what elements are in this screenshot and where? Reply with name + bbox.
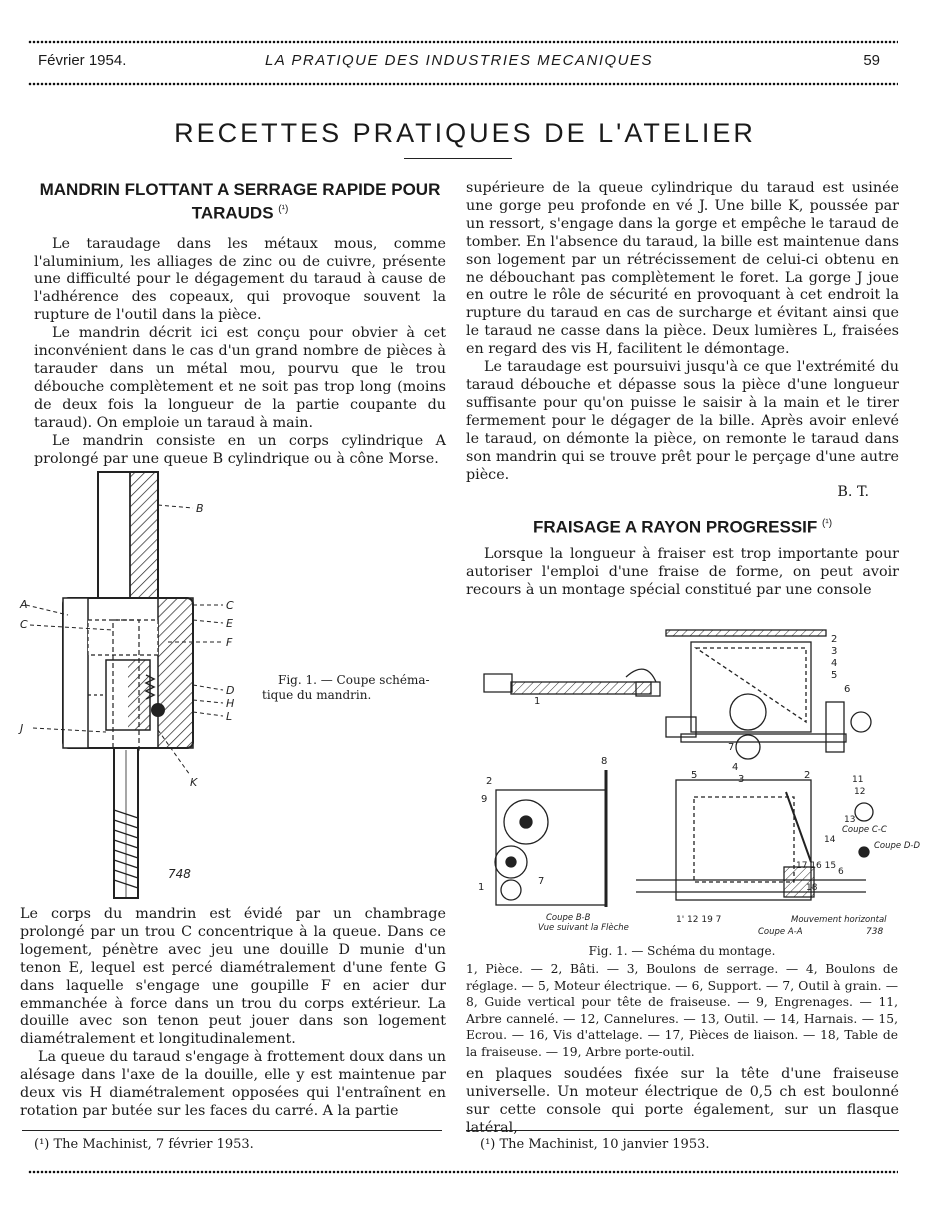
svg-text:18: 18 bbox=[806, 883, 818, 893]
fig1-label-f: F bbox=[226, 636, 233, 649]
milling-setup-figure bbox=[466, 622, 921, 940]
article2-title-text: FRAISAGE A RAYON PROGRESSIF bbox=[532, 517, 818, 537]
header-dotted-rule bbox=[28, 82, 898, 86]
svg-text:12: 12 bbox=[854, 787, 866, 797]
article1-title-text: MANDRIN FLOTTANT A SERRAGE RAPIDE POUR TARAUDS bbox=[39, 180, 441, 223]
fig1-caption-line1: Fig. 1. — Coupe schéma- bbox=[278, 673, 430, 687]
bottom-dotted-rule bbox=[28, 1170, 898, 1174]
svg-text:6: 6 bbox=[838, 867, 844, 877]
mandrel-figure bbox=[18, 470, 258, 905]
svg-text:3: 3 bbox=[738, 774, 745, 785]
fig1-label-k: K bbox=[190, 776, 198, 789]
svg-text:1: 1 bbox=[478, 882, 485, 893]
fig1-number: 748 bbox=[168, 867, 191, 881]
svg-text:7: 7 bbox=[728, 742, 735, 753]
top-dotted-rule bbox=[28, 40, 898, 44]
fig2-label-coupe-bb: Coupe B-B bbox=[546, 913, 591, 923]
fig2-number: 738 bbox=[866, 927, 884, 937]
fig2-label-coupe-aa: Coupe A-A bbox=[758, 927, 803, 937]
fig1-label-a: A bbox=[20, 598, 28, 611]
left-column-bottom bbox=[20, 906, 446, 1121]
fig1-caption bbox=[262, 673, 442, 703]
article1-paragraph-1: Le taraudage dans les métaux mous, comme l'aluminium, les alliages de zinc ou de cuivre, présente une difficulté pour le dégagement du taraud à cause de l'adhérence des copeaux, qui provoque souvent la rupture de l'outil dans la pièce. bbox=[34, 235, 446, 324]
svg-text:1: 1 bbox=[534, 696, 541, 707]
section-title: RECETTES PRATIQUES DE L'ATELIER bbox=[174, 118, 756, 148]
article1-paragraph-7: Le taraudage est poursuivi jusqu'à ce que l'extrémité du taraud débouche et dépasse sous la pièce d'une longueur suffisante pour qu'on puisse le saisir à la main et le tirer fermement pour le dégager de la bille. Après avoir enlevé le taraud, on démonte la pièce, on remonte le taraud dans son mandrin qui se trouve prêt pour le perçage d'une autre pièce. bbox=[466, 359, 899, 483]
fig1-label-j: J bbox=[20, 722, 24, 735]
svg-text:2: 2 bbox=[831, 634, 838, 645]
article1-paragraph-2: Le mandrin décrit ici est conçu pour obvier à cet inconvénient dans le cas d'un grand nombre de pièces à tarauder dans un métal mou, pourvu que le trou débouche complètement et ne soit pas trop long (moins de deux fois la longueur de la partie coupante du taraud). On emploie un taraud à main. bbox=[34, 325, 446, 431]
svg-text:5: 5 bbox=[691, 770, 698, 781]
article1-paragraph-6: supérieure de la queue cylindrique du taraud est usinée une gorge peu profonde en vé J. Une bille K, poussée par un ressort, s'engage dans la gorge et empêche le taraud de tomber. En l'absence du taraud, la bille est maintenue dans son logement par un rétrécissement de celui-ci obtenu en ne débouchant pas complètement le foret. La gorge J joue en outre le rôle de sécurité en provoquant à cet endroit la rupture du taraud en cas de surcharge et évitant ainsi que le taraud ne casse dans la pièce. Deux lumières L, fraisées en regard des vis H, facilitent le démontage. bbox=[466, 180, 899, 358]
svg-text:11: 11 bbox=[852, 775, 864, 785]
section-b-b bbox=[478, 756, 607, 907]
svg-text:5: 5 bbox=[831, 670, 838, 681]
right-column-top bbox=[466, 180, 899, 600]
article2-paragraph-1: Lorsque la longueur à fraiser est trop importante pour autoriser l'emploi d'une fraise de forme, on peut avoir recours à un montage spécial constitué par une console bbox=[466, 545, 899, 598]
svg-text:4: 4 bbox=[831, 658, 838, 669]
svg-text:14: 14 bbox=[824, 835, 836, 845]
article2-paragraph-2: en plaques soudées fixée sur la tête d'une fraiseuse universelle. Un moteur électrique de 0,5 ch est boulonné sur cette console qui porte également, sur un flasque latéral, bbox=[466, 1066, 899, 1136]
article1-paragraph-3: Le mandrin consiste en un corps cylindrique A prolongé par une queue B cylindrique ou à cône Morse. bbox=[34, 432, 446, 467]
svg-text:2: 2 bbox=[804, 770, 811, 781]
body-a bbox=[63, 598, 193, 748]
head-assembly bbox=[666, 630, 871, 759]
right-column-bottom bbox=[466, 1066, 899, 1138]
svg-text:6: 6 bbox=[844, 684, 851, 695]
article1-note-ref: (¹) bbox=[278, 204, 289, 215]
fig1-caption-line2: tique du mandrin. bbox=[262, 688, 372, 702]
svg-text:8: 8 bbox=[601, 756, 608, 767]
svg-text:9: 9 bbox=[481, 794, 488, 805]
fig1-label-e: E bbox=[226, 617, 233, 630]
article1-footnote: (¹) The Machinist, 7 février 1953. bbox=[34, 1137, 254, 1152]
svg-text:7: 7 bbox=[538, 876, 545, 887]
article2-footnote: (¹) The Machinist, 10 janvier 1953. bbox=[480, 1137, 710, 1152]
svg-text:2: 2 bbox=[486, 776, 493, 787]
fig1-label-h: H bbox=[226, 697, 235, 710]
svg-text:1' 12 19 7: 1' 12 19 7 bbox=[676, 915, 722, 925]
running-header bbox=[38, 52, 880, 74]
svg-text:17 16 15: 17 16 15 bbox=[796, 861, 837, 871]
fig2-label-mouvement: Mouvement horizontal bbox=[791, 915, 887, 925]
section-a-a bbox=[636, 762, 866, 925]
fig2-caption: Fig. 1. — Schéma du montage. bbox=[588, 944, 776, 958]
svg-text:4: 4 bbox=[732, 762, 739, 773]
fig1-label-c: C bbox=[226, 599, 234, 612]
fig1-label-l: L bbox=[226, 710, 233, 723]
page-number: 59 bbox=[863, 52, 880, 69]
fig2-legend: 1, Pièce. — 2, Bâti. — 3, Boulons de serrage. — 4, Boulons de réglage. — 5, Moteur électrique. — 6, Support. — 7, Outil à grain. — 8, Guide vertical pour tête de fraiseuse. — 9, Engrenages. — 11, Arbre cannelé. — 12, Cannelures. — 13, Outil. — 14, Harnais. — 15, Ecrou. — 16, Vis d'attelage. — 17, Pièces de liaison. — 18, Table de la fraiseuse. — 19, Arbre porte-outil. bbox=[466, 962, 898, 1059]
article1-title bbox=[34, 180, 446, 224]
section-c-c bbox=[844, 775, 873, 857]
left-column-top bbox=[34, 180, 446, 468]
fig1-label-c-left: C bbox=[20, 618, 28, 631]
article1-paragraph-5: La queue du taraud s'engage à frottement doux dans un alésage dans l'axe de la douille, elle y est maintenue par deux vis H diamétralement opposées qui l'entraînent en rotation par butée sur les faces du carré. A la partie bbox=[20, 1049, 446, 1119]
left-footnote-rule bbox=[22, 1130, 442, 1131]
right-footnote-rule bbox=[466, 1130, 899, 1131]
article2-title bbox=[466, 514, 899, 538]
article1-paragraph-4: Le corps du mandrin est évidé par un chambrage prolongé par un trou C concentrique à la queue. Dans ce logement, pénètre avec jeu une douille D munie d'un tenon E, lequel est percé diamétralement d'une fente G dans laquelle s'engage une goupille F en acier dur emmanchée à force dans un trou du corps extérieur. La douille avec son tenon peut jouer dans son logement diamétralement et longitudinalement. bbox=[20, 906, 446, 1048]
fig1-label-d: D bbox=[226, 684, 235, 697]
fig2-label-vue: Vue suivant la Flèche bbox=[538, 923, 629, 933]
fig2-label-coupe-dd: Coupe D-D bbox=[874, 841, 921, 851]
fig1-label-b: B bbox=[196, 502, 204, 515]
article2-note-ref: (¹) bbox=[822, 518, 833, 530]
journal-title: LA PRATIQUE DES INDUSTRIES MECANIQUES bbox=[264, 52, 654, 69]
svg-text:13: 13 bbox=[844, 815, 856, 825]
title-rule bbox=[404, 158, 512, 159]
top-view-left bbox=[484, 669, 660, 707]
svg-text:3: 3 bbox=[831, 646, 838, 657]
issue-date: Février 1954. bbox=[38, 52, 127, 69]
shank-b bbox=[98, 472, 158, 598]
article1-signature: B. T. bbox=[837, 484, 869, 501]
fig2-label-coupe-cc: Coupe C-C bbox=[842, 825, 887, 835]
